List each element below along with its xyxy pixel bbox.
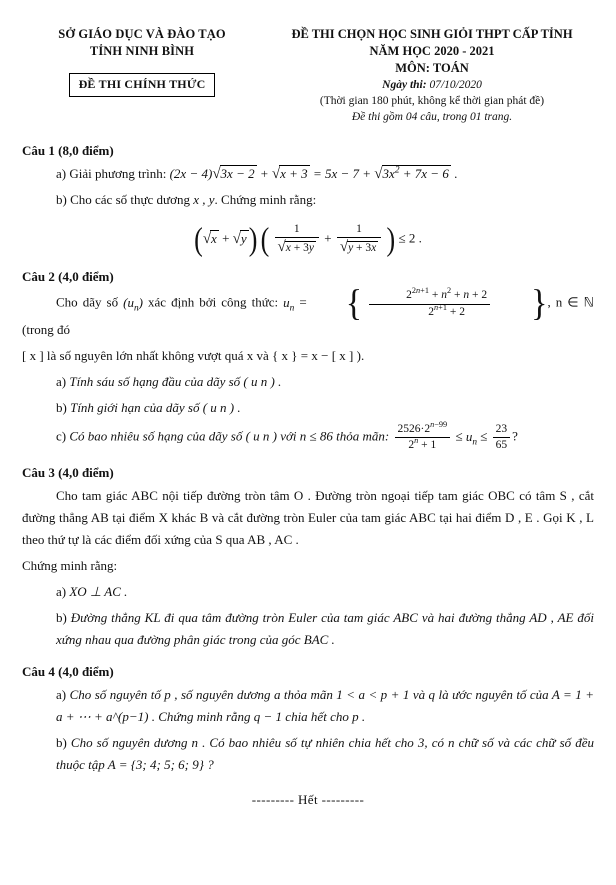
question-1b-text: Cho các số thực dương	[70, 192, 190, 207]
question-3b-label: b)	[56, 610, 67, 626]
exam-title-line-2: NĂM HỌC 2020 - 2021	[369, 44, 495, 58]
question-2a-label: a)	[56, 373, 67, 389]
question-1b	[22, 189, 594, 211]
question-4-title: Câu 4 (4,0 điểm)	[22, 664, 114, 680]
question-2-intro-cont: [ x ] là số nguyên lớn nhất không vượt quá x và { x } = x − [ x ] ).	[22, 347, 365, 363]
exam-date-value: 07/10/2020	[429, 79, 482, 91]
exam-content	[0, 143, 616, 808]
question-1a: a) Giải phương trình: $(2x - 4)√3x - 2 + √x + 3 = 5x - 7 + √3x^2 + 7x - 6$ .	[56, 165, 458, 182]
question-4b	[22, 732, 594, 776]
question-1a-equation: $(2x - 4)√3x - 2 + √x + 3 = 5x - 7 + √3x^2 + 7x - 6$	[169, 165, 449, 182]
question-4a	[22, 684, 594, 728]
question-3a	[22, 581, 594, 603]
question-3-prove: Chứng minh rằng:	[22, 558, 118, 574]
question-2-title: Câu 2 (4,0 điểm)	[22, 269, 114, 285]
question-1a-label: a)	[56, 166, 67, 181]
question-2b	[22, 397, 594, 419]
header-right-block	[266, 22, 598, 125]
department-line-2: TỈNH NINH BÌNH	[89, 44, 195, 58]
question-3a-label: a)	[56, 584, 67, 600]
question-1-title: Câu 1 (8,0 điểm)	[22, 143, 114, 158]
question-1b-vars: x , y	[193, 192, 215, 207]
exam-title-line-1: ĐỀ THI CHỌN HỌC SINH GIỎI THPT CẤP TỈNH	[291, 27, 573, 41]
question-2c-tail: ?	[512, 428, 518, 444]
official-exam-badge: ĐỀ THI CHÍNH THỨC	[69, 73, 216, 97]
question-3b	[22, 607, 594, 651]
question-2-intro-text2: xác định bởi công thức:	[148, 295, 279, 311]
question-1b-formula: (√x + √y) ( $\frac{1}{√x + 3y}$ + $\frac{1}{√y + 3x}$ ) ≤ 2 .	[194, 221, 422, 258]
question-1b-tail: . Chứng minh rằng:	[214, 192, 317, 207]
question-2b-text: Tính giới hạn của dãy số ( u n ) .	[70, 399, 241, 415]
exam-note: Đề thi gồm 04 câu, trong 01 trang.	[351, 111, 513, 123]
question-2c: c) Có bao nhiêu số hạng của dãy số ( u n ) với n ≤ 86 thỏa mãn: $\frac{2526\cdot 2^{n-99}}{2^n + 1}$ ≤ $u_n$ ≤ $\frac{23}{65}$ ?	[56, 420, 518, 452]
question-4a-label: a)	[56, 687, 67, 703]
question-2c-label: c)	[56, 428, 67, 444]
question-3a-text: XO ⊥ AC .	[69, 584, 128, 600]
end-marker: --------- Hết ---------	[251, 792, 365, 808]
question-3-title: Câu 3 (4,0 điểm)	[22, 465, 114, 481]
question-2a-text: Tính sáu số hạng đầu của dãy số ( u n ) .	[69, 373, 282, 389]
question-4b-text: Cho số nguyên dương n . Có bao nhiêu số tự nhiên chia hết cho 3, có n chữ số và các chữ số đều thuộc tập A = {3; 4; 5; 6; 9} ?	[56, 735, 594, 773]
question-2b-label: b)	[56, 399, 67, 415]
question-3b-text: Đường thẳng KL đi qua tâm đường tròn Euler của tam giác ABC và hai đường thẳng AD , AE đối xứng nhau qua đường phân giác trong của góc BAC .	[56, 610, 594, 648]
question-2-intro: Cho dãy số $(u_n)$ xác định bởi công thức: $u_n$ = { $\frac{2^{2n+1} + n^2 + n + 2}{2^{n+1} + 2}$ }, n ∈ ℕ (trong đó	[22, 283, 595, 337]
department-line-1: SỞ GIÁO DỤC VÀ ĐÀO TẠO	[58, 27, 226, 41]
question-2-intro-text: Cho dãy số	[56, 295, 119, 311]
document-header	[0, 0, 616, 125]
exam-subject: MÔN: TOÁN	[395, 61, 469, 75]
question-2c-text: Có bao nhiêu số hạng của dãy số ( u n ) với n ≤ 86 thỏa mãn:	[69, 428, 390, 444]
exam-duration: (Thời gian 180 phút, không kể thời gian phát đề)	[319, 95, 545, 107]
exam-date	[266, 77, 598, 93]
question-3-body: Cho tam giác ABC nội tiếp đường tròn tâm O . Đường tròn ngoại tiếp tam giác OBC có tâm S , cắt đường thẳng AB tại điểm X khác B và cắt đường tròn Euler của tam giác ABC tại hai điểm D , E . Gọi K , L theo thứ tự là các điểm đối xứng của S qua AB , AC .	[22, 488, 594, 548]
exam-date-label: Ngày thi:	[382, 79, 427, 91]
question-1a-text: Giải phương trình:	[69, 166, 167, 181]
question-2-intro-text3: , n ∈ ℕ (trong đó	[22, 295, 595, 337]
question-4b-label: b)	[56, 735, 67, 751]
header-left-block	[18, 22, 266, 97]
question-4a-text: Cho số nguyên tố p , số nguyên dương a thỏa mãn 1 < a < p + 1 và q là ước nguyên tố của A = 1 + a + ⋯ + a^(p−1) . Chứng minh rằng q − 1 chia hết cho p .	[56, 687, 595, 725]
question-1b-label: b)	[56, 192, 67, 207]
question-2a	[22, 371, 594, 393]
